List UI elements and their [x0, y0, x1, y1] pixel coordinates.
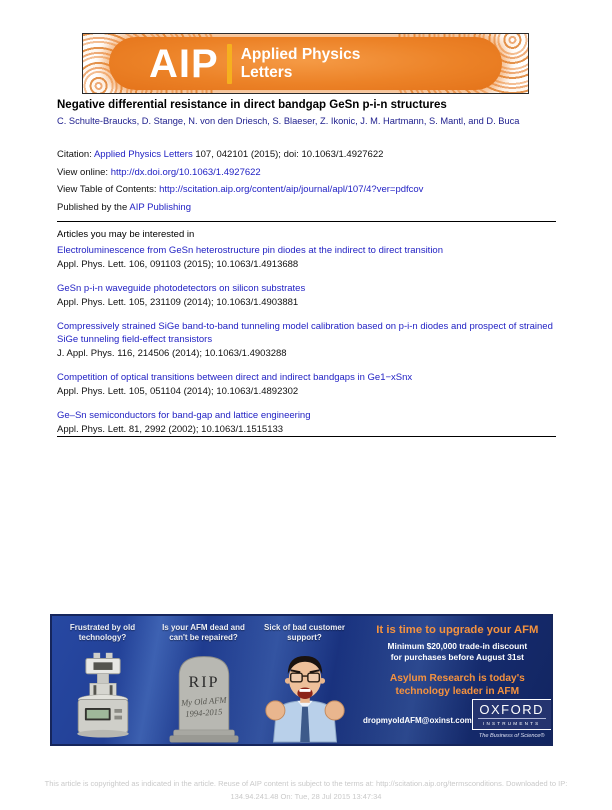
copyright-footer — [0, 777, 612, 803]
tombstone-line2: 1994-2015 — [184, 706, 223, 719]
ad-headline: It is time to upgrade your AFM — [376, 624, 539, 636]
divider-rule-bottom — [57, 436, 556, 437]
tombstone-line1: My Old AFM — [180, 694, 227, 708]
ad-email-link[interactable]: dropmyoldAFM@oxinst.com — [363, 716, 472, 725]
oxford-instruments-logo — [472, 699, 552, 739]
published-line — [57, 202, 562, 213]
citation-block — [57, 149, 562, 219]
toc-line — [57, 184, 562, 195]
related-article-item — [57, 320, 562, 360]
citation-rest: 107, 042101 (2015); doi: 10.1063/1.4927622 — [192, 149, 384, 160]
related-articles-section — [57, 229, 562, 447]
ad-tagline — [363, 673, 552, 698]
citation-line — [57, 149, 562, 160]
view-online-label: View online: — [57, 166, 111, 178]
aip-logo: AIP — [149, 41, 219, 86]
related-article-item — [57, 282, 562, 309]
ad-offer-section — [355, 616, 553, 744]
citation-journal-link[interactable]: Applied Physics Letters — [93, 149, 193, 160]
ad-offer-text — [363, 641, 552, 662]
tombstone-rip-text: RIP — [188, 673, 219, 691]
article-authors: C. Schulte-Braucks, D. Stange, N. von den Driesch, S. Blaeser, Z. Ikonic, J. M. Hartmann, S. Mantl, and D. Buca — [57, 116, 520, 126]
article-head — [57, 99, 597, 126]
ad-panel-bad-support — [254, 616, 355, 744]
ad-offer-line1: Minimum $20,000 trade-in discount — [387, 641, 528, 651]
ad-tagline-line2: technology leader in AFM — [395, 685, 520, 697]
related-article-link[interactable]: Ge–Sn semiconductors for band-gap and lattice engineering — [57, 410, 311, 421]
afm-instrument-image — [60, 649, 146, 744]
tombstone-image — [161, 649, 247, 744]
related-heading: Articles you may be interested in — [57, 229, 195, 240]
divider-rule-top — [57, 221, 556, 222]
journal-banner[interactable] — [82, 33, 529, 94]
toc-label: View Table of Contents: — [57, 184, 160, 195]
ad-question-text: Sick of bad customer support? — [264, 623, 345, 642]
related-article-link[interactable]: Electroluminescence from GeSn heterostructure pin diodes at the indirect to direct transition — [57, 245, 443, 256]
logo-divider-bar — [227, 44, 232, 84]
journal-title — [241, 46, 361, 82]
angry-customer-image — [262, 649, 348, 744]
banner-core — [109, 37, 502, 90]
related-article-citation: Appl. Phys. Lett. 105, 051104 (2014); 10.1063/1.4892302 — [57, 386, 299, 397]
ad-question-text: Frustrated by old technology? — [69, 623, 136, 642]
oxford-brand-name: OXFORD — [479, 702, 545, 717]
publisher-link[interactable]: AIP Publishing — [129, 201, 191, 213]
related-article-item — [57, 371, 562, 398]
oxford-logo-rule — [478, 718, 546, 719]
citation-label: Citation: — [57, 149, 94, 160]
related-article-citation: Appl. Phys. Lett. 81, 2992 (2002); 10.1063/1.1515133 — [57, 424, 284, 435]
ad-tagline-line1: Asylum Research is today's — [389, 673, 525, 684]
related-article-item — [57, 409, 562, 436]
related-article-item — [57, 244, 562, 271]
ad-panel-old-technology — [52, 616, 153, 744]
journal-title-line1: Applied Physics — [240, 45, 361, 63]
ad-question-text: Is your AFM dead and can't be repaired? — [162, 623, 245, 642]
ad-panel-dead-afm — [153, 616, 254, 744]
afm-advertisement-banner[interactable] — [50, 614, 553, 746]
related-article-citation: Appl. Phys. Lett. 105, 231109 (2014); 10.1063/1.4903881 — [57, 297, 299, 308]
oxford-logo-box — [472, 699, 552, 730]
published-label: Published by the — [57, 201, 130, 213]
toc-link[interactable]: http://scitation.aip.org/content/aip/journal/apl/107/4?ver=pdfcov — [159, 184, 424, 195]
view-online-link[interactable]: http://dx.doi.org/10.1063/1.4927622 — [110, 166, 261, 178]
oxford-brand-tagline: The Business of Science® — [478, 733, 545, 739]
related-article-link[interactable]: Competition of optical transitions between direct and indirect bandgaps in Ge1−xSnx — [57, 372, 413, 383]
view-online-line — [57, 167, 562, 178]
ad-bottom-row — [363, 699, 552, 739]
related-article-link[interactable]: Compressively strained SiGe band-to-band tunneling model calibration based on p-i-n diodes and prospect of strained SiGe tunneling field-effect transistors — [57, 321, 553, 345]
oxford-brand-sub: INSTRUMENTS — [483, 721, 541, 726]
related-article-citation: J. Appl. Phys. 116, 214506 (2014); 10.1063/1.4903288 — [57, 348, 287, 359]
article-title: Negative differential resistance in direct bandgap GeSn p-i-n structures — [57, 99, 447, 111]
ad-offer-line2: for purchases before August 31st — [390, 651, 524, 662]
footer-line1: This article is copyrighted as indicated in the article. Reuse of AIP content is subject to the terms at: http://scitation.aip.org/termsconditions. Downloaded to IP: — [44, 779, 568, 788]
related-article-citation: Appl. Phys. Lett. 106, 091103 (2015); 10.1063/1.4913688 — [57, 259, 299, 270]
related-article-link[interactable]: GeSn p-i-n waveguide photodetectors on silicon substrates — [57, 283, 306, 294]
journal-title-line2: Letters — [240, 63, 293, 81]
footer-line2: 134.94.241.48 On: Tue, 28 Jul 2015 13:47:34 — [230, 792, 382, 801]
